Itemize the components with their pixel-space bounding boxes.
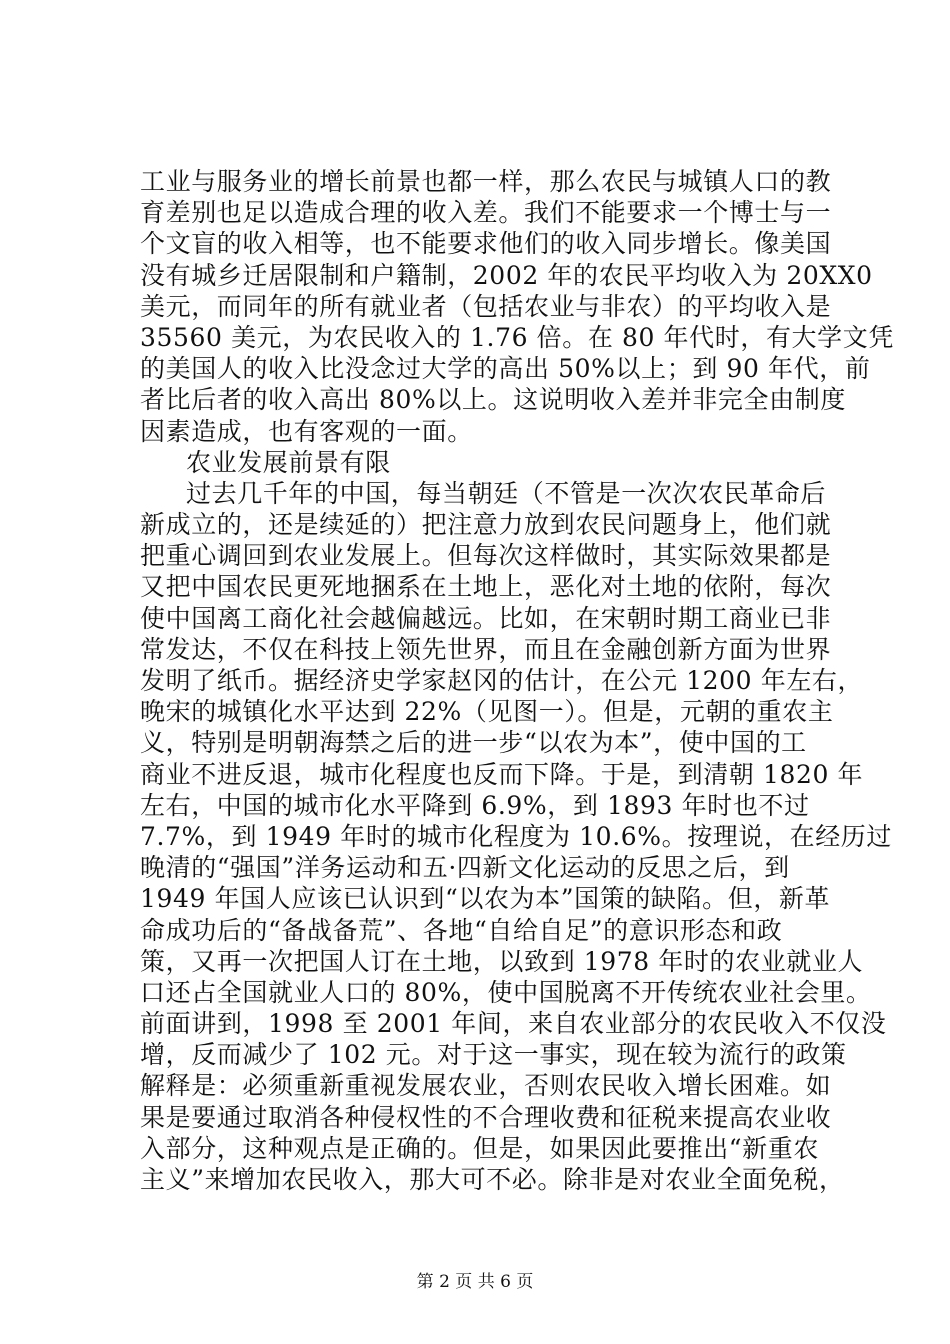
paragraph-first-line: 过去几千年的中国，每当朝廷（不管是一次次农民革命后: [186, 478, 827, 508]
text-line: 义，特别是明朝海禁之后的进一步“以农为本”，使中国的工: [140, 728, 807, 758]
text-line: 1949 年国人应该已认识到“以农为本”国策的缺陷。但，新革: [140, 884, 831, 914]
text-line: 的美国人的收入比没念过大学的高出 50%以上；到 90 年代，前: [140, 354, 871, 384]
text-line: 晚宋的城镇化水平达到 22%（见图一）。但是，元朝的重农主: [140, 697, 834, 727]
text-line: 工业与服务业的增长前景也都一样，那么农民与城镇人口的教: [140, 167, 832, 196]
text-line: 口还占全国就业人口的 80%，使中国脱离不开传统农业社会里。: [140, 977, 872, 1007]
text-line: 35560 美元，为农民收入的 1.76 倍。在 80 年代时，有大学文凭: [140, 322, 894, 352]
text-line: 7.7%，到 1949 年时的城市化程度为 10.6%。按理说，在经历过: [140, 821, 892, 851]
text-line: 没有城乡迁居限制和户籍制，2002 年的农民平均收入为 20XX0: [140, 260, 873, 290]
page-footer: 第 2 页 共 6 页: [416, 1272, 534, 1292]
text-line: 育差别也足以造成合理的收入差。我们不能要求一个博士与一: [140, 198, 832, 228]
text-line: 解释是：必须重新重视发展农业，否则农民收入增长困难。如: [140, 1071, 832, 1101]
text-line: 主义”来增加农民收入，那大可不必。除非是对农业全面免税，: [140, 1165, 845, 1194]
text-line: 果是要通过取消各种侵权性的不合理收费和征税来提高农业收: [140, 1102, 832, 1132]
text-line: 把重心调回到农业发展上。但每次这样做时，其实际效果都是: [140, 541, 832, 571]
text-line: 命成功后的“备战备荒”、各地“自给自足”的意识形态和政: [140, 915, 783, 945]
body-text: [140, 166, 894, 1195]
text-line: 商业不进反退，城市化程度也反而下降。于是，到清朝 1820 年: [140, 759, 864, 789]
text-line: 策，又再一次把国人订在土地，以致到 1978 年时的农业就业人: [140, 946, 864, 976]
text-line: 又把中国农民更死地捆系在土地上，恶化对土地的依附，每次: [140, 572, 832, 602]
text-line: 美元，而同年的所有就业者（包括农业与非农）的平均收入是: [140, 291, 832, 321]
section-heading: 农业发展前景有限: [186, 447, 391, 477]
text-line: 新成立的，还是续延的）把注意力放到农民问题身上，他们就: [140, 510, 832, 540]
text-line: 入部分，这种观点是正确的。但是，如果因此要推出“新重农: [140, 1133, 819, 1163]
text-line: 个文盲的收入相等，也不能要求他们的收入同步增长。像美国: [140, 229, 832, 259]
text-line: 者比后者的收入高出 80%以上。这说明收入差并非完全由制度: [140, 385, 846, 415]
text-line: 使中国离工商化社会越偏越远。比如，在宋朝时期工商业已非: [140, 603, 832, 633]
text-line: 晚清的“强国”洋务运动和五·四新文化运动的反思之后，到: [140, 853, 790, 883]
text-line: 左右，中国的城市化水平降到 6.9%，到 1893 年时也不过: [140, 790, 810, 820]
text-line: 因素造成，也有客观的一面。: [140, 416, 473, 446]
text-line: 增，反而减少了 102 元。对于这一事实，现在较为流行的政策: [140, 1040, 847, 1070]
text-line: 发明了纸币。据经济史学家赵冈的估计，在公元 1200 年左右，: [140, 666, 864, 695]
text-line: 前面讲到，1998 至 2001 年间，来自农业部分的农民收入不仅没: [140, 1009, 887, 1039]
text-line: 常发达，不仅在科技上领先世界，而且在金融创新方面为世界: [140, 634, 832, 664]
